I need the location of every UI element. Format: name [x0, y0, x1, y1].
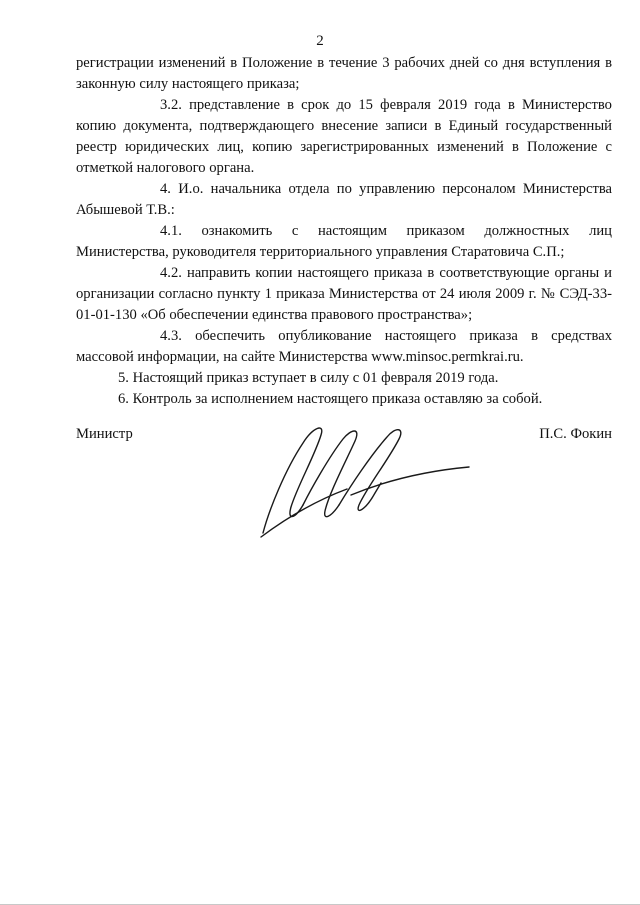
paragraph-text: регистрации изменений в Положение в течение 3 рабочих дней со дня вступления в законную силу настоящего приказа;	[76, 55, 612, 92]
paragraph-number: 3.2.	[160, 97, 182, 113]
signature-stroke	[261, 489, 347, 537]
paragraph-number: 4.	[160, 181, 171, 197]
paragraph-number: 4.2.	[160, 265, 182, 281]
signer-name: П.С. Фокин	[539, 426, 612, 442]
paragraph-4-3	[76, 326, 612, 368]
paragraph-text: представление в срок до 15 февраля 2019 года в Министерство копию документа, подтверждающего внесение записи в Единый государственный реестр юридических лиц, копию зарегистрированных изменений в Положение с отметкой налогового органа.	[76, 97, 612, 176]
paragraph-number: 4.3.	[160, 328, 182, 344]
signature-stroke	[339, 430, 401, 511]
paragraph-4-2	[76, 263, 612, 326]
signature-stroke	[263, 428, 322, 533]
signature-stroke	[303, 431, 357, 517]
signature-stroke	[351, 467, 469, 495]
paragraph-text: обеспечить опубликование настоящего приказа в средствах массовой информации, на сайте Министерства www.minsoc.permkrai.ru.	[76, 328, 612, 365]
document-body	[76, 53, 612, 410]
paragraph-3-2	[76, 95, 612, 179]
paragraph-5	[76, 368, 612, 389]
paragraph-4-1	[76, 221, 612, 263]
paragraph-4	[76, 179, 612, 221]
paragraph-text: направить копии настоящего приказа в соответствующие органы и организации согласно пункту 1 приказа Министерства от 24 июля 2009 г. № СЭД-33-01-01-130 «Об обеспечении единства правового пространства»;	[76, 265, 612, 323]
paragraph-text: 6. Контроль за исполнением настоящего приказа оставляю за собой.	[118, 391, 543, 407]
signer-position: Министр	[76, 426, 133, 442]
paragraph-text: ознакомить с настоящим приказом должностных лиц Министерства, руководителя территориального управления Старатовича С.П.;	[76, 223, 612, 260]
paragraph-text: И.о. начальника отдела по управлению персоналом Министерства Абышевой Т.В.:	[76, 181, 612, 218]
paragraph-continuation	[76, 53, 612, 95]
paragraph-text: 5. Настоящий приказ вступает в силу с 01 февраля 2019 года.	[118, 370, 499, 386]
paragraph-6	[76, 389, 612, 410]
paragraph-number: 4.1.	[160, 223, 182, 239]
page-number: 2	[316, 33, 324, 49]
handwritten-signature	[255, 415, 475, 540]
